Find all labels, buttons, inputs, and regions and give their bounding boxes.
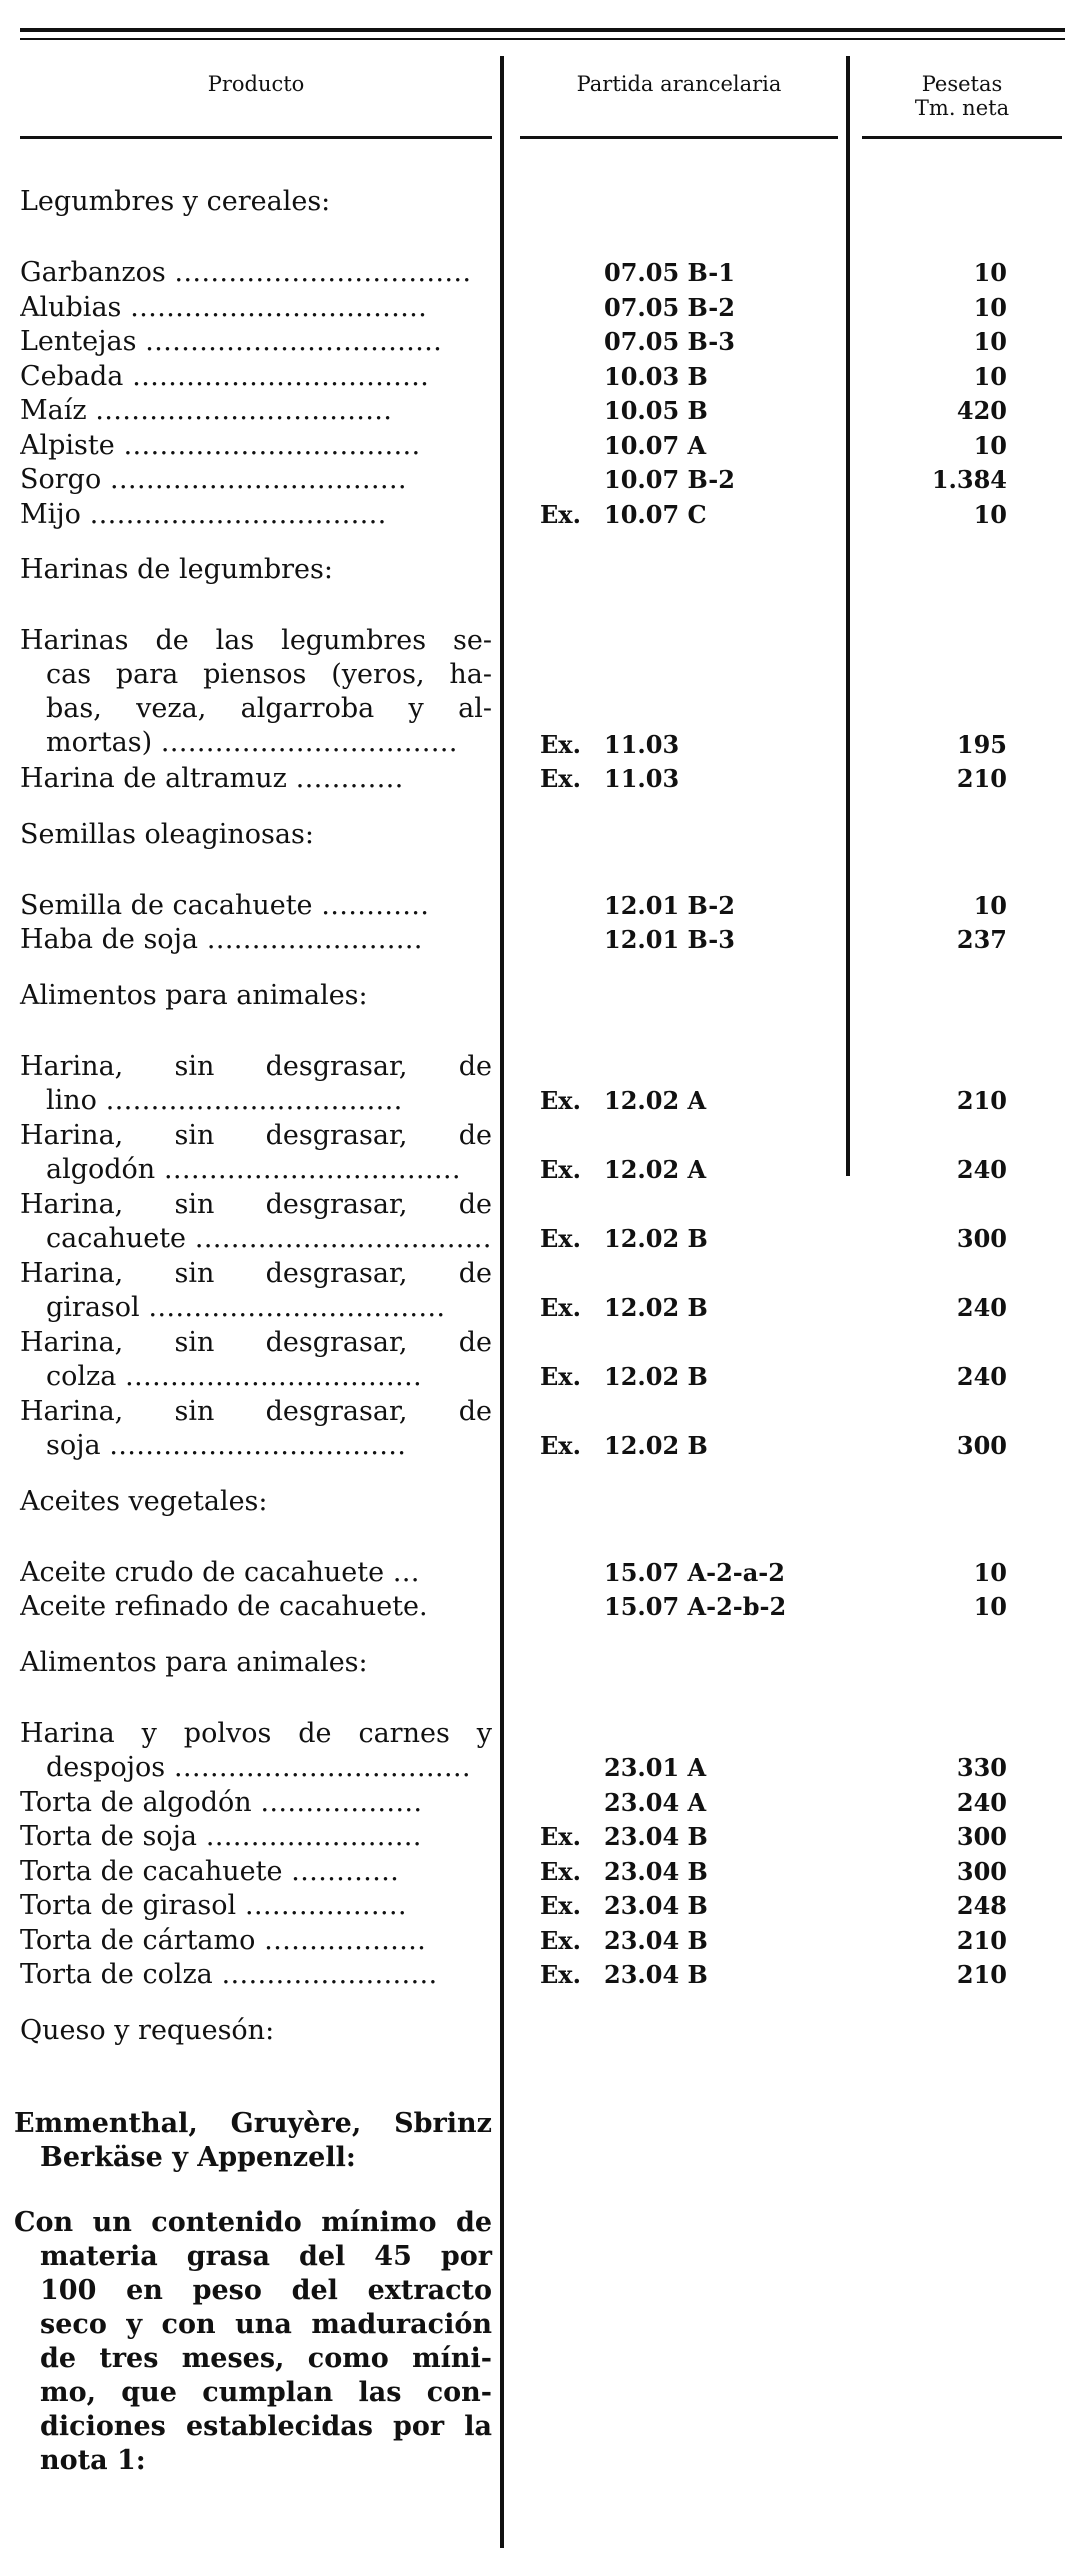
product-name-line: Alpiste …………………………… xyxy=(20,429,421,461)
product-name-line: Haba de soja …………………… xyxy=(20,924,423,955)
partida-ex: Ex. xyxy=(540,1224,581,1253)
product-name-line: lino …………………………… xyxy=(46,1084,403,1116)
note-line: diciones establecidas por la xyxy=(40,2410,492,2442)
product-name-line: algodón …………………………… xyxy=(46,1153,461,1185)
note-paragraph xyxy=(14,2206,492,2478)
note-line: Con un contenido mínimo de xyxy=(14,2206,492,2238)
section-heading: Alimentos para animales: xyxy=(20,979,368,1011)
partida-ex: Ex. xyxy=(540,499,581,529)
partida-number: 10.03 B xyxy=(604,361,708,391)
partida-number: 23.04 B xyxy=(604,1960,708,1989)
partida-code xyxy=(540,1751,840,1785)
product-name-line: Cebada …………………………… xyxy=(20,360,429,392)
partida-ex: Ex. xyxy=(540,729,581,759)
product-name-line: Alubias …………………………… xyxy=(20,291,427,323)
product-name-line: Torta de cártamo ……………… xyxy=(20,1924,426,1956)
partida-code xyxy=(540,256,840,290)
product-name xyxy=(20,1050,492,1118)
partida-code xyxy=(540,1924,840,1958)
product-name xyxy=(20,624,492,760)
partida-code xyxy=(540,728,840,762)
top-rule-thick xyxy=(20,28,1065,32)
partida-code xyxy=(540,1360,840,1394)
product-name-line: Harina, sin desgrasar, de xyxy=(20,1257,492,1289)
partida-code xyxy=(540,429,840,463)
price-value: 300 xyxy=(956,1822,1007,1851)
partida-code xyxy=(540,360,840,394)
price-value: 240 xyxy=(956,1293,1007,1322)
product-name xyxy=(20,360,492,394)
top-rule-thin xyxy=(20,38,1065,40)
partida-code xyxy=(540,923,840,957)
product-name-line: Torta de cacahuete ………… xyxy=(20,1855,400,1887)
header-price-line1: Pesetas xyxy=(921,72,1003,96)
partida-ex: Ex. xyxy=(540,1362,581,1391)
partida-ex: Ex. xyxy=(540,1822,581,1851)
product-name-line: Mijo …………………………… xyxy=(20,498,387,530)
partida-number: 23.04 B xyxy=(604,1925,708,1955)
header-partida: Partida arancelaria xyxy=(576,72,782,96)
partida-code xyxy=(540,1153,840,1187)
note-line: mo, que cumplan las con- xyxy=(40,2376,492,2408)
partida-number: 07.05 B-2 xyxy=(604,292,735,322)
partida-code xyxy=(540,1222,840,1256)
product-name xyxy=(20,325,492,359)
partida-code xyxy=(540,1820,840,1854)
price-value: 10 xyxy=(973,890,1007,920)
product-name-line: Torta de soja …………………… xyxy=(20,1821,422,1852)
product-name xyxy=(20,1855,492,1889)
partida-number: 12.02 A xyxy=(604,1155,707,1184)
product-name xyxy=(20,1556,492,1590)
product-name xyxy=(20,498,492,532)
product-name xyxy=(20,1395,492,1463)
price-value: 10 xyxy=(973,361,1007,391)
product-name xyxy=(20,1326,492,1394)
product-name-line: Aceite refinado de cacahuete. xyxy=(20,1591,428,1622)
product-name xyxy=(20,1119,492,1187)
partida-code xyxy=(540,1958,840,1992)
product-name xyxy=(20,256,492,290)
partida-number: 10.05 B xyxy=(604,396,708,425)
product-name-line: Torta de algodón ……………… xyxy=(20,1786,423,1818)
partida-number: 15.07 A-2-a-2 xyxy=(604,1557,785,1587)
product-name-line: Harinas de las legumbres se- xyxy=(20,625,492,656)
partida-number: 10.07 C xyxy=(604,499,707,529)
product-name-line: Torta de girasol ……………… xyxy=(20,1890,407,1921)
partida-ex: Ex. xyxy=(540,1293,581,1322)
header-price-line2: Tm. neta xyxy=(914,96,1010,120)
product-name-line: Harina, sin desgrasar, de xyxy=(20,1326,492,1358)
partida-ex: Ex. xyxy=(540,1925,581,1955)
product-name-line: Harina, sin desgrasar, de xyxy=(20,1119,492,1151)
product-name xyxy=(20,1257,492,1325)
partida-code xyxy=(540,1889,840,1923)
price-value: 10 xyxy=(973,499,1007,529)
partida-ex: Ex. xyxy=(540,1155,581,1184)
product-name-line: Harina de altramuz ………… xyxy=(20,763,404,794)
section-heading: Harinas de legumbres: xyxy=(20,554,333,585)
partida-code xyxy=(540,1590,840,1624)
partida-number: 23.04 A xyxy=(604,1787,707,1817)
partida-number: 23.04 B xyxy=(604,1822,708,1851)
product-name-line: Torta de colza …………………… xyxy=(20,1959,438,1990)
product-name xyxy=(20,923,492,957)
product-name xyxy=(20,394,492,428)
price-value: 240 xyxy=(956,1155,1007,1184)
product-name-line: colza …………………………… xyxy=(46,1360,422,1392)
product-name xyxy=(20,1786,492,1820)
partida-number: 12.02 B xyxy=(604,1431,708,1460)
partida-number: 10.07 B-2 xyxy=(604,465,735,494)
note-line: Berkäse y Appenzell: xyxy=(40,2141,356,2173)
partida-code xyxy=(540,762,840,796)
product-name-line: Harina, sin desgrasar, de xyxy=(20,1188,492,1220)
product-name-line: soja …………………………… xyxy=(46,1429,407,1461)
partida-code xyxy=(540,1084,840,1118)
price-value: 300 xyxy=(956,1431,1007,1460)
product-name-line: girasol …………………………… xyxy=(46,1291,446,1323)
partida-code xyxy=(540,1556,840,1590)
product-name xyxy=(20,1924,492,1958)
partida-code xyxy=(540,1291,840,1325)
partida-code xyxy=(540,325,840,359)
header-underline-partida xyxy=(520,136,838,139)
partida-number: 23.01 A xyxy=(604,1753,707,1782)
partida-number: 11.03 xyxy=(604,764,680,793)
header-product: Producto xyxy=(207,72,305,96)
product-name xyxy=(20,1188,492,1256)
price-value: 330 xyxy=(956,1753,1007,1782)
product-name xyxy=(20,1889,492,1923)
product-name-line: bas, veza, algarroba y al- xyxy=(46,693,492,724)
price-value: 10 xyxy=(973,258,1007,287)
partida-number: 10.07 A xyxy=(604,430,707,460)
partida-number: 12.02 B xyxy=(604,1362,708,1391)
price-value: 10 xyxy=(973,292,1007,322)
price-value: 300 xyxy=(956,1224,1007,1253)
partida-number: 12.01 B-3 xyxy=(604,925,735,954)
partida-code xyxy=(540,1855,840,1889)
product-name xyxy=(20,762,492,796)
product-name xyxy=(20,1590,492,1624)
product-name xyxy=(20,429,492,463)
partida-ex: Ex. xyxy=(540,1891,581,1920)
price-value: 10 xyxy=(973,1557,1007,1587)
partida-number: 07.05 B-3 xyxy=(604,327,735,356)
partida-ex: Ex. xyxy=(540,1960,581,1989)
partida-number: 15.07 A-2-b-2 xyxy=(604,1592,787,1621)
product-name-line: mortas) …………………………… xyxy=(46,727,458,758)
price-value: 195 xyxy=(956,729,1007,759)
note-line: 100 en peso del extracto xyxy=(40,2274,492,2306)
price-value: 300 xyxy=(956,1856,1007,1886)
section-heading: Semillas oleaginosas: xyxy=(20,818,314,850)
note-line: seco y con una maduración xyxy=(40,2308,492,2340)
product-name-line: Lentejas …………………………… xyxy=(20,326,443,357)
partida-code xyxy=(540,291,840,325)
note-line: de tres meses, como míni- xyxy=(40,2342,492,2374)
section-heading: Queso y requesón: xyxy=(20,2014,275,2046)
section-heading: Legumbres y cereales: xyxy=(20,186,331,217)
partida-number: 12.02 B xyxy=(604,1293,708,1322)
price-value: 210 xyxy=(956,764,1007,793)
product-name xyxy=(20,291,492,325)
price-value: 10 xyxy=(973,327,1007,356)
partida-code xyxy=(540,463,840,497)
price-value: 420 xyxy=(956,396,1007,425)
product-name xyxy=(20,1820,492,1854)
partida-code xyxy=(540,394,840,428)
product-name-line: despojos …………………………… xyxy=(46,1751,471,1783)
product-name-line: cas para piensos (yeros, ha- xyxy=(46,659,492,690)
partida-number: 23.04 B xyxy=(604,1891,708,1920)
note-paragraph xyxy=(14,2107,492,2175)
partida-ex: Ex. xyxy=(540,1856,581,1886)
partida-number: 12.02 B xyxy=(604,1224,708,1253)
price-value: 240 xyxy=(956,1787,1007,1817)
product-name-line: Harina, sin desgrasar, de xyxy=(20,1050,492,1082)
product-name-line: cacahuete …………………………… xyxy=(46,1222,492,1254)
partida-number: 12.01 B-2 xyxy=(604,890,735,920)
price-value: 210 xyxy=(956,1960,1007,1989)
product-name-line: Garbanzos …………………………… xyxy=(20,257,472,288)
partida-number: 12.02 A xyxy=(604,1086,707,1115)
product-name-line: Semilla de cacahuete ………… xyxy=(20,889,430,921)
partida-code xyxy=(540,1429,840,1463)
partida-ex: Ex. xyxy=(540,1086,581,1115)
product-name xyxy=(20,1958,492,1992)
column-divider-1 xyxy=(500,56,504,2548)
note-line: materia grasa del 45 por xyxy=(40,2240,492,2272)
partida-code xyxy=(540,498,840,532)
partida-ex: Ex. xyxy=(540,1431,581,1460)
column-divider-2 xyxy=(846,56,850,1176)
partida-code xyxy=(540,1786,840,1820)
partida-code xyxy=(540,889,840,923)
section-heading: Alimentos para animales: xyxy=(20,1646,368,1678)
price-value: 210 xyxy=(956,1925,1007,1955)
product-name-line: Maíz …………………………… xyxy=(20,395,393,426)
section-heading: Aceites vegetales: xyxy=(20,1485,268,1517)
product-name xyxy=(20,889,492,923)
note-line: nota 1: xyxy=(40,2444,146,2476)
partida-number: 11.03 xyxy=(604,729,680,759)
header-underline-price xyxy=(862,136,1062,139)
price-value: 1.384 xyxy=(931,465,1007,494)
product-name-line: Aceite crudo de cacahuete … xyxy=(20,1556,420,1588)
price-value: 10 xyxy=(973,1592,1007,1621)
partida-ex: Ex. xyxy=(540,764,581,793)
price-value: 248 xyxy=(956,1891,1007,1920)
product-name-line: Harina y polvos de carnes y xyxy=(20,1717,492,1749)
price-value: 10 xyxy=(973,430,1007,460)
price-value: 240 xyxy=(956,1362,1007,1391)
product-name xyxy=(20,1717,492,1785)
header-underline-product xyxy=(20,136,492,139)
partida-number: 23.04 B xyxy=(604,1856,708,1886)
price-value: 237 xyxy=(956,925,1007,954)
price-value: 210 xyxy=(956,1086,1007,1115)
partida-number: 07.05 B-1 xyxy=(604,258,735,287)
product-name-line: Harina, sin desgrasar, de xyxy=(20,1395,492,1427)
product-name-line: Sorgo …………………………… xyxy=(20,464,407,495)
product-name xyxy=(20,463,492,497)
note-line: Emmenthal, Gruyère, Sbrinz xyxy=(14,2107,492,2139)
